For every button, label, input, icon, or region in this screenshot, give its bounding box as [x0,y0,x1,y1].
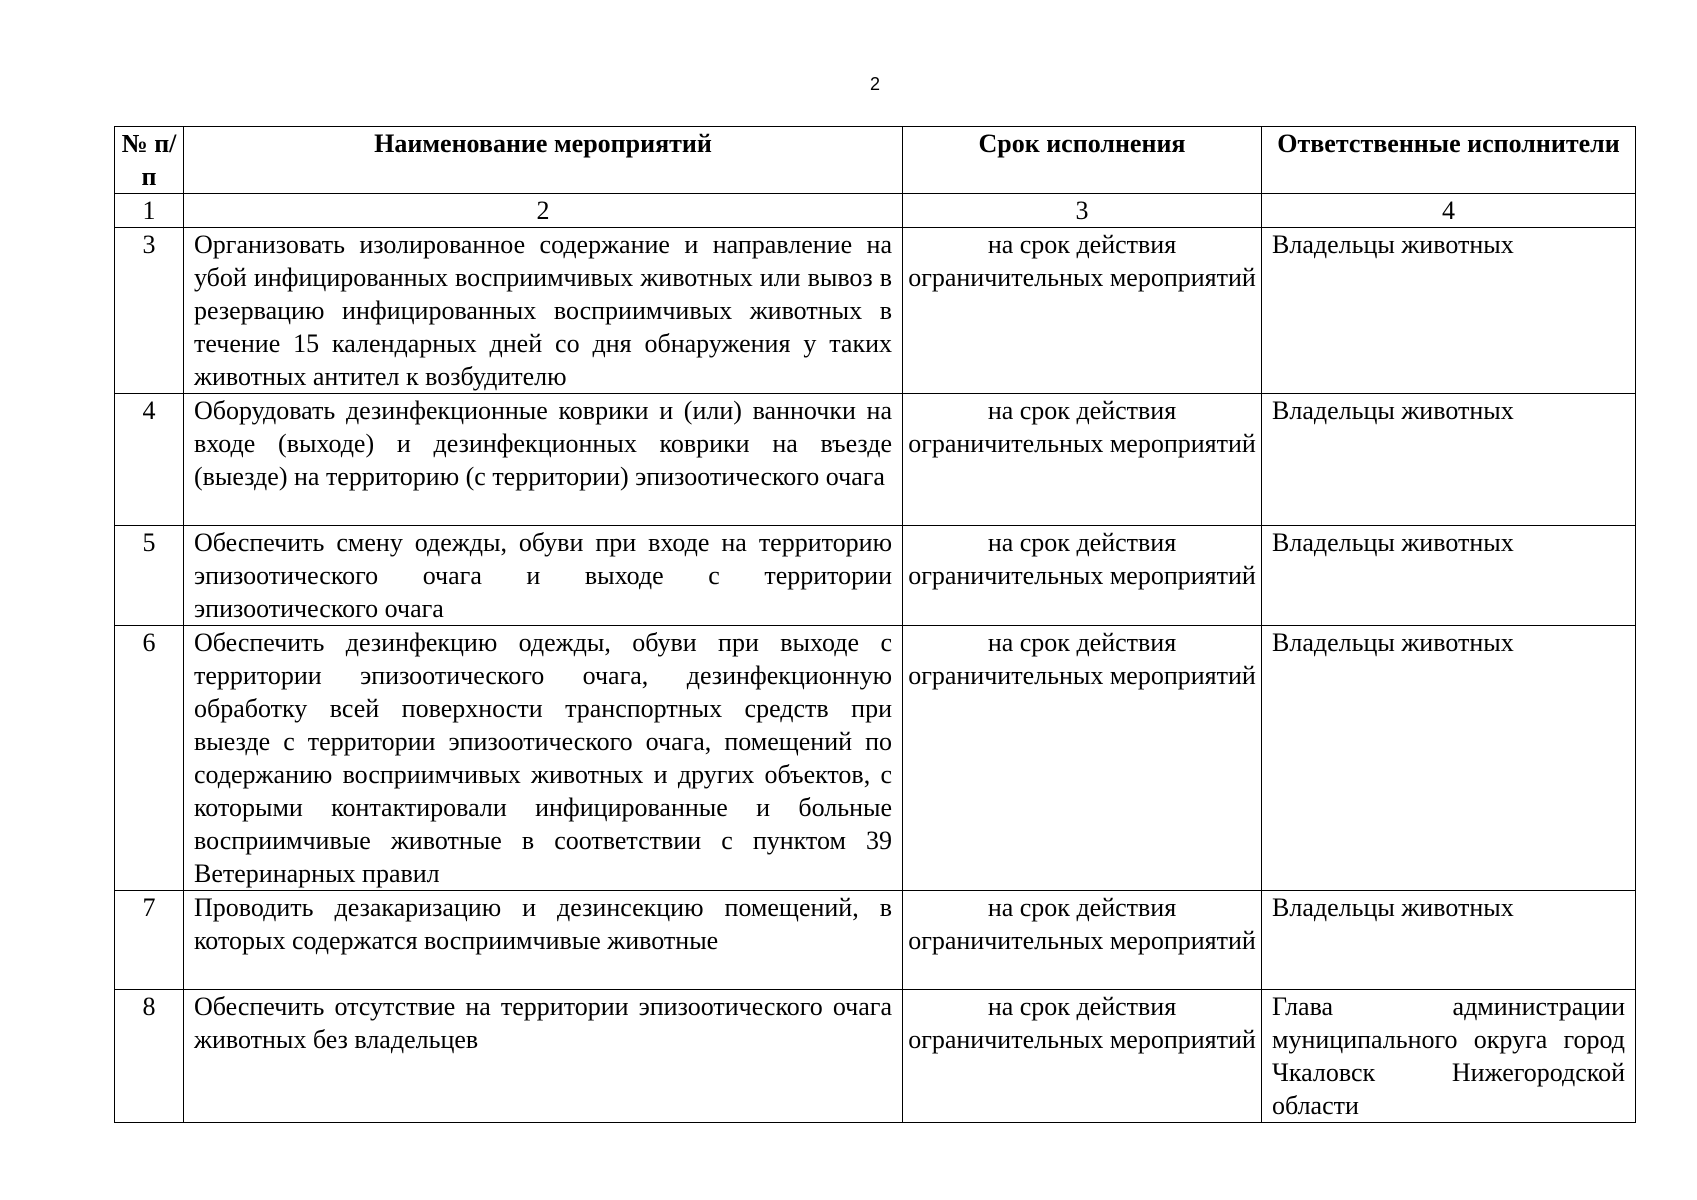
measure-responsible: Владельцы животных [1262,228,1636,394]
row-number: 3 [115,228,184,394]
column-number: 3 [903,194,1262,228]
row-number: 5 [115,526,184,626]
measure-responsible: Глава администрации муниципального округа город Чкаловск Нижегородской области [1262,990,1636,1123]
measure-responsible: Владельцы животных [1262,626,1636,891]
measure-name: Обеспечить дезинфекцию одежды, обуви при выходе с территории эпизоотического очага, дезинфекционную обработку всей поверхности транспортных средств при выезде с территории эпизоотического очага, помещений по содержанию восприимчивых животных и других объектов, с которыми контактировали инфицированные и больные восприимчивые животные в соответствии с пунктом 39 Ветеринарных правил [184,626,903,891]
measure-term: на срок действия ограничительных мероприятий [903,228,1262,394]
measure-term: на срок действия ограничительных мероприятий [903,626,1262,891]
page-number: 2 [869,74,880,94]
table-row [115,394,1636,526]
measure-responsible: Владельцы животных [1262,394,1636,526]
measure-name: Проводить дезакаризацию и дезинсекцию помещений, в которых содержатся восприимчивые животные [184,891,903,990]
measure-term: на срок действия ограничительных мероприятий [903,990,1262,1123]
column-number: 2 [184,194,903,228]
column-number: 4 [1262,194,1636,228]
table-row [115,526,1636,626]
table-row [115,626,1636,891]
column-numbers-row [115,194,1636,228]
table-header-row [115,127,1636,194]
column-number: 1 [115,194,184,228]
measure-term: на срок действия ограничительных мероприятий [903,394,1262,526]
measure-name: Оборудовать дезинфекционные коврики и (или) ванночки на входе (выходе) и дезинфекционных коврики на въезде (выезде) на территорию (с территории) эпизоотического очага [184,394,903,526]
header-name: Наименование мероприятий [184,127,903,194]
measure-term: на срок действия ограничительных мероприятий [903,526,1262,626]
measures-table [114,126,1636,1123]
header-term: Срок исполнения [903,127,1262,194]
row-number: 6 [115,626,184,891]
row-number: 7 [115,891,184,990]
measure-name: Обеспечить отсутствие на территории эпизоотического очага животных без владельцев [184,990,903,1123]
table-row [115,891,1636,990]
measure-name: Организовать изолированное содержание и направление на убой инфицированных восприимчивых животных или вывоз в резервацию инфицированных восприимчивых животных в течение 15 календарных дней со дня обнаружения у таких животных антител к возбудителю [184,228,903,394]
table-row [115,228,1636,394]
measure-name: Обеспечить смену одежды, обуви при входе на территорию эпизоотического очага и выходе с территории эпизоотического очага [184,526,903,626]
row-number: 8 [115,990,184,1123]
measure-term: на срок действия ограничительных мероприятий [903,891,1262,990]
table-row [115,990,1636,1123]
header-responsible: Ответственные исполнители [1262,127,1636,194]
measure-responsible: Владельцы животных [1262,526,1636,626]
measure-responsible: Владельцы животных [1262,891,1636,990]
row-number: 4 [115,394,184,526]
header-num: № п/п [115,127,184,194]
